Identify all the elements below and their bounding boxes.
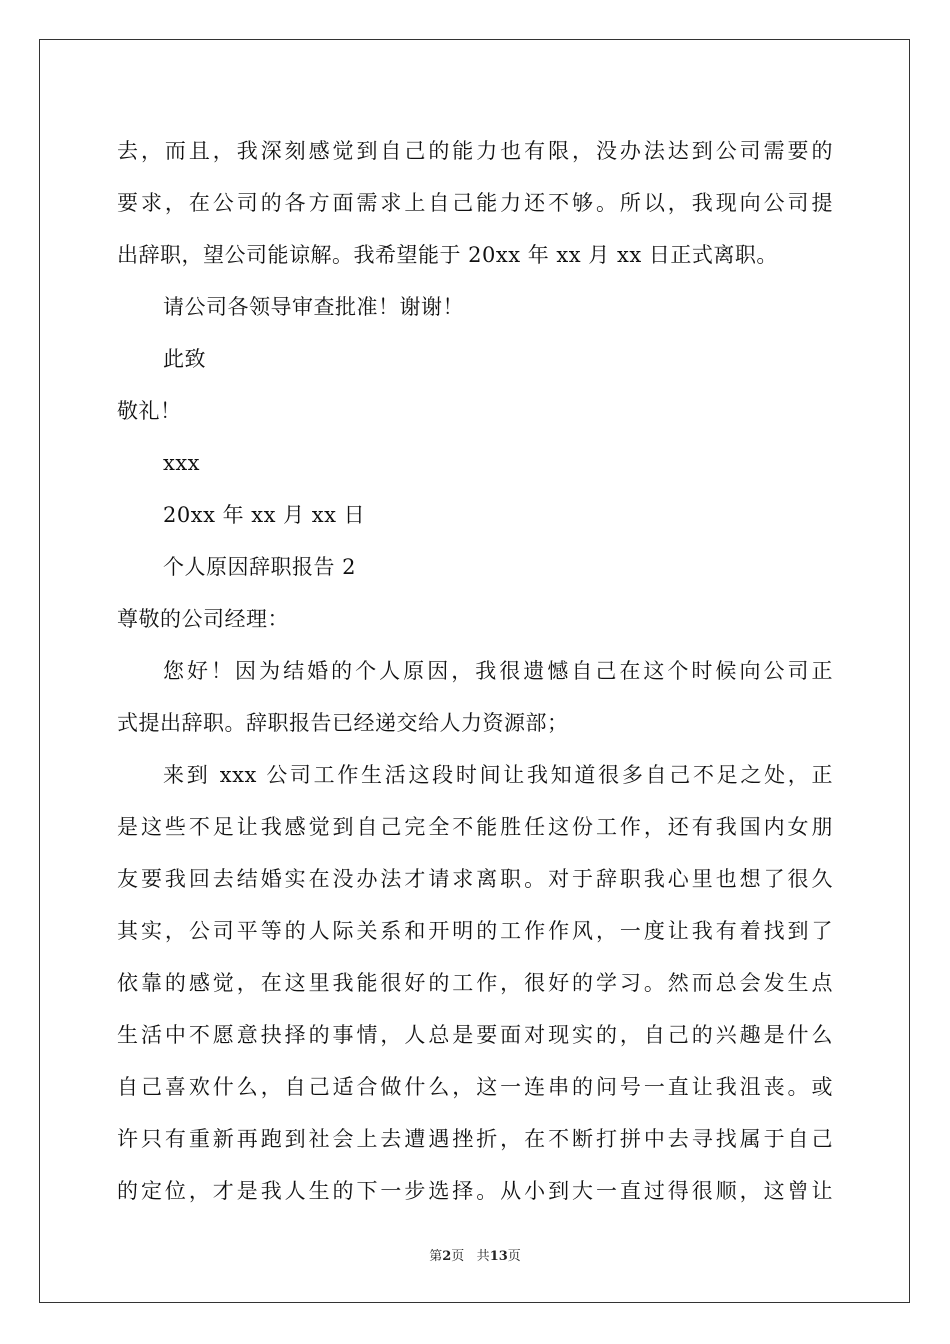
footer-total-suffix: 页 bbox=[507, 1249, 521, 1264]
text-line: 其实，公司平等的人际关系和开明的工作作风，一度让我有着找到了 bbox=[117, 919, 833, 943]
text-line: 请公司各领导审查批准！谢谢！ bbox=[163, 295, 464, 319]
text-line: 要求，在公司的各方面需求上自己能力还不够。所以，我现向公司提 bbox=[117, 191, 833, 215]
text-line: 自己喜欢什么，自己适合做什么，这一连串的问号一直让我沮丧。或 bbox=[117, 1075, 833, 1099]
text-line: 的定位，才是我人生的下一步选择。从小到大一直过得很顺，这曾让 bbox=[117, 1179, 833, 1203]
text-line: 您好！因为结婚的个人原因，我很遗憾自己在这个时候向公司正 bbox=[163, 659, 833, 683]
text-line: 20xx 年 xx 月 xx 日 bbox=[163, 503, 366, 527]
text-line: 去，而且，我深刻感觉到自己的能力也有限，没办法达到公司需要的 bbox=[117, 139, 833, 163]
current-page-number: 2 bbox=[442, 1249, 452, 1264]
text-line: 此致 bbox=[163, 347, 206, 371]
footer-total-prefix: 共 bbox=[476, 1249, 490, 1264]
text-line: 出辞职，望公司能谅解。我希望能于 20xx 年 xx 月 xx 日正式离职。 bbox=[117, 243, 778, 267]
text-line: 许只有重新再跑到社会上去遭遇挫折，在不断打拼中去寻找属于自己 bbox=[117, 1127, 833, 1151]
text-line: xxx bbox=[163, 451, 201, 475]
text-line: 敬礼！ bbox=[117, 399, 182, 423]
page-footer bbox=[0, 1245, 950, 1264]
footer-prefix: 第 bbox=[429, 1249, 443, 1264]
document-body bbox=[117, 125, 833, 1217]
text-line: 依靠的感觉，在这里我能很好的工作，很好的学习。然而总会发生点 bbox=[117, 971, 833, 995]
text-line: 式提出辞职。辞职报告已经递交给人力资源部； bbox=[117, 711, 569, 735]
text-line: 生活中不愿意抉择的事情，人总是要面对现实的，自己的兴趣是什么 bbox=[117, 1023, 833, 1047]
salutation: 尊敬的公司经理： bbox=[117, 607, 289, 631]
text-line: 来到 xxx 公司工作生活这段时间让我知道很多自己不足之处，正 bbox=[163, 763, 833, 787]
text-line: 友要我回去结婚实在没办法才请求离职。对于辞职我心里也想了很久 bbox=[117, 867, 833, 891]
total-pages-number: 13 bbox=[489, 1249, 508, 1264]
text-line: 是这些不足让我感觉到自己完全不能胜任这份工作，还有我国内女朋 bbox=[117, 815, 833, 839]
footer-page-suffix: 页 bbox=[451, 1249, 465, 1264]
section-heading: 个人原因辞职报告 2 bbox=[163, 555, 357, 579]
